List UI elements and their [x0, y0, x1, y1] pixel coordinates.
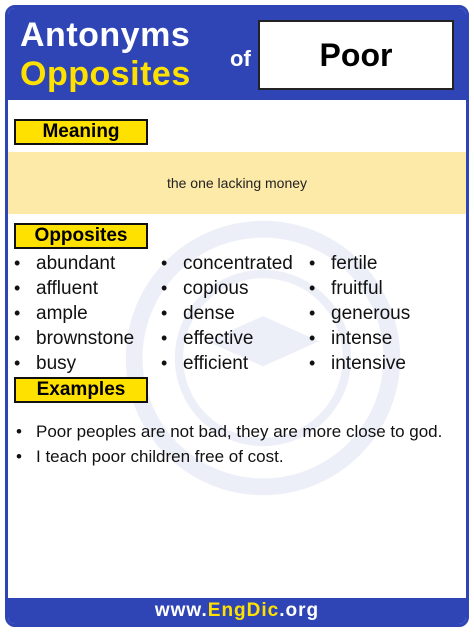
opposites-column-1: [14, 251, 134, 376]
opposite-word: • intensive: [309, 351, 410, 376]
word-box: [258, 20, 454, 90]
title-antonyms: Antonyms: [20, 16, 191, 54]
examples-list: [14, 421, 450, 471]
opposite-word: • abundant: [14, 251, 134, 276]
opposite-word: • generous: [309, 301, 410, 326]
title-of: of: [230, 46, 251, 71]
opposites-column-2: [161, 251, 293, 376]
opposite-word: • intense: [309, 326, 410, 351]
footer-brand: EngDic: [207, 600, 280, 621]
opposite-word: • dense: [161, 301, 293, 326]
opposites-list: [14, 251, 464, 376]
meaning-text: the one lacking money: [8, 152, 466, 214]
header-banner: [8, 8, 466, 100]
opposite-word: • affluent: [14, 276, 134, 301]
footer-suffix: .org: [279, 600, 320, 621]
opposite-word: • fertile: [309, 251, 410, 276]
example-sentence: • Poor peoples are not bad, they are more close to god.: [14, 421, 450, 443]
footer-prefix: www.: [154, 600, 208, 621]
opposites-label: Opposites: [14, 223, 148, 249]
opposite-word: • brownstone: [14, 326, 134, 351]
opposite-word: • concentrated: [161, 251, 293, 276]
opposite-word: • efficient: [161, 351, 293, 376]
meaning-label: Meaning: [14, 119, 148, 145]
opposite-word: • busy: [14, 351, 134, 376]
opposite-word: • copious: [161, 276, 293, 301]
opposites-column-3: [309, 251, 410, 376]
opposite-word: • ample: [14, 301, 134, 326]
footer-url[interactable]: [8, 598, 466, 624]
opposite-word: • effective: [161, 326, 293, 351]
card-frame: [5, 5, 469, 627]
opposite-word: • fruitful: [309, 276, 410, 301]
title-opposites: Opposites: [20, 55, 191, 93]
examples-label: Examples: [14, 377, 148, 403]
example-sentence: • I teach poor children free of cost.: [14, 446, 450, 468]
headword: Poor: [319, 36, 393, 73]
